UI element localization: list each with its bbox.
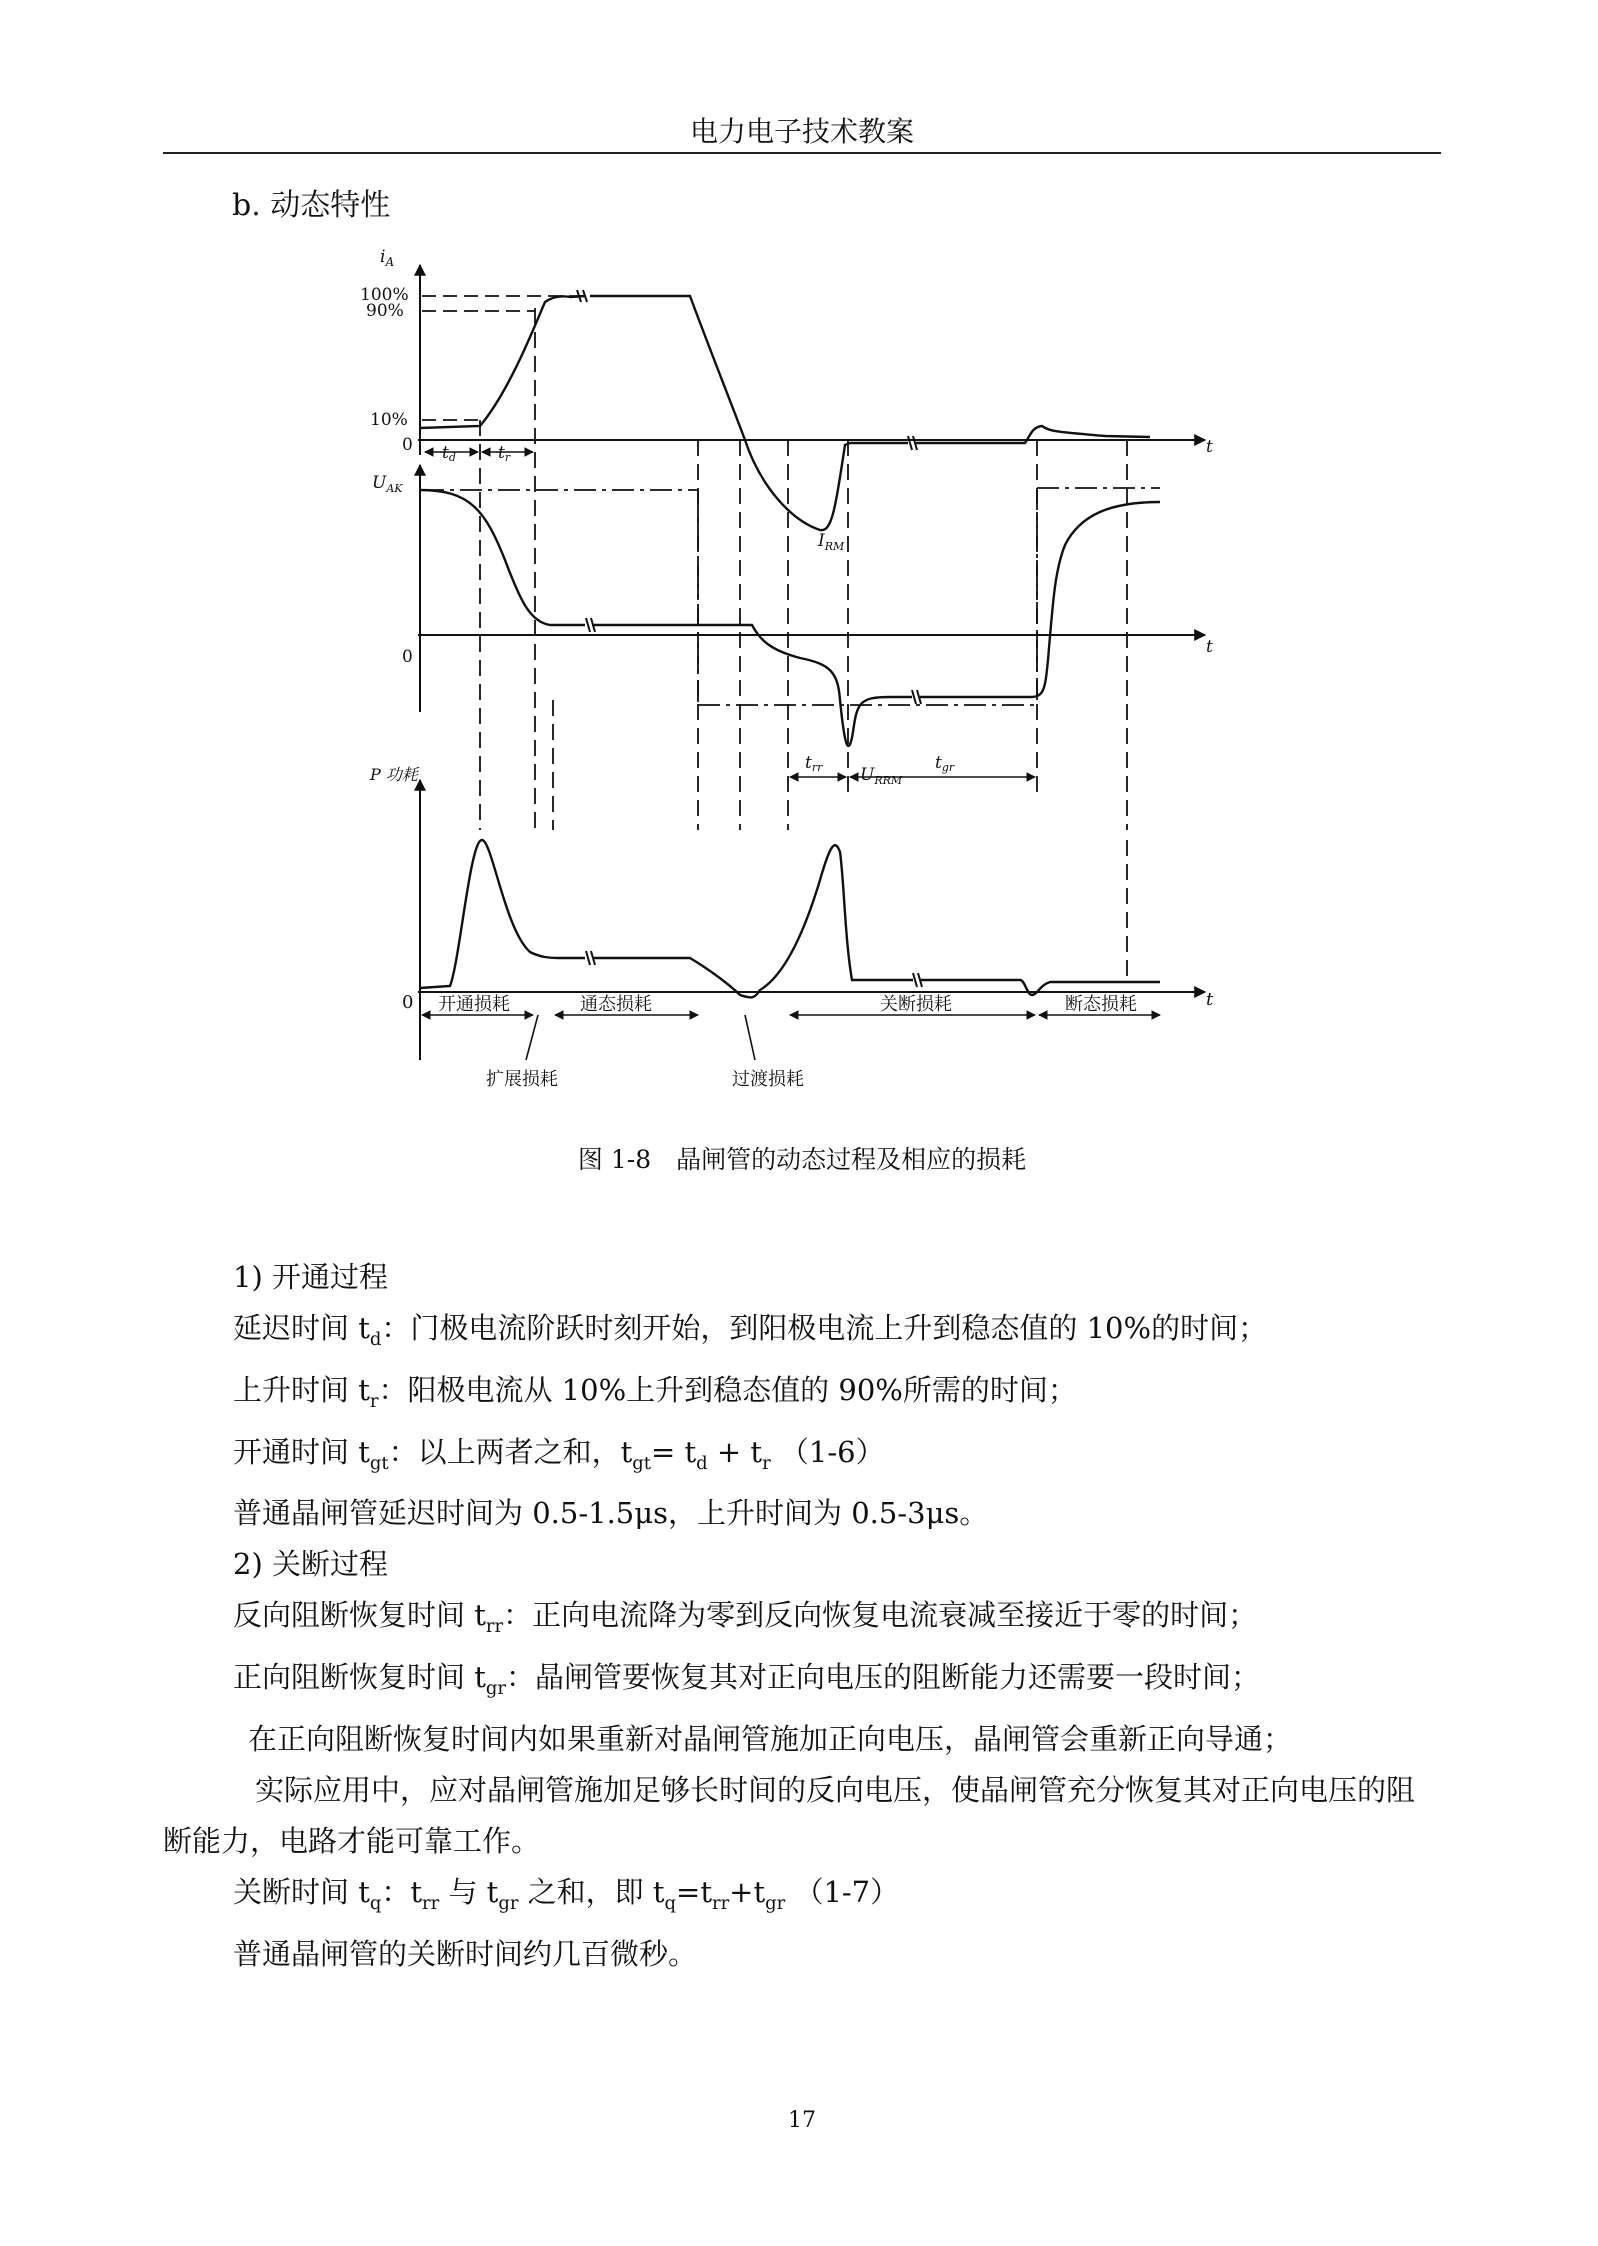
trr-label: trr [805,753,823,774]
page-number: 17 [788,2108,816,2133]
urrm-label: $U_{RRM}$ [860,765,903,787]
practical-application-paragraph: 实际应用中，应对晶闸管施加足够长时间的反向电压，使晶闸管充分恢复其对正向电压的阻断能力，电路才能可靠工作。 [163,1772,1416,1858]
ia-label: $i_A$ [380,247,395,269]
zero-label-3: 0 [402,992,414,1013]
turn-on-time-line: 开通时间 $t_{gt}$：以上两者之和，$t_{gt}= t_d + t_r$ （1-6） [233,1434,885,1474]
ia-axis-break-mark [908,436,917,450]
turn-on-heading: 1) 开通过程 [233,1260,388,1294]
page-header-title: 电力电子技术教案 [689,115,914,148]
transition-loss-leader [745,1015,755,1060]
pct90-label: 90% [366,301,404,321]
section-title: b. 动态特性 [232,188,391,223]
power-break-mark-1 [586,951,595,965]
off-state-loss-label: 断态损耗 [1065,994,1137,1015]
turn-off-loss-label: 关断损耗 [880,994,952,1015]
power-break-mark-2 [913,973,922,987]
turn-off-time-line: 关断时间 $t_q$：$t_{rr}$ 与 $t_{gr}$ 之和，即 $t_q=t_{rr}+t_{gr}$ （1-7） [233,1874,900,1914]
p-loss-label: P 功耗 [370,765,418,784]
ia-waveform [420,296,1150,530]
reapply-voltage-line: 在正向阻断恢复时间内如果重新对晶闸管施加正向电压，晶闸管会重新正向导通； [248,1721,1293,1756]
power-waveform [420,840,1160,997]
t-label-3: t [1206,989,1214,1010]
pct100-label: 100% [360,285,409,305]
reverse-recovery-line: 反向阻断恢复时间 $t_{rr}$：正向电流降为零到反向恢复电流衰减至接近于零的时间； [233,1598,1258,1638]
t-label-1: t [1206,437,1213,457]
thyristor-dynamic-figure [360,240,1260,1120]
voltage-panel [418,465,1205,777]
power-panel [418,780,1205,1060]
uak-waveform [420,490,1160,746]
header-rule [163,152,1441,154]
uak-break-mark-2 [912,690,921,704]
power-panel-labels [369,765,1214,1090]
spread-loss-label: 扩展损耗 [486,1069,558,1090]
pct10-label: 10% [370,410,408,430]
forward-recovery-line: 正向阻断恢复时间 $t_{gr}$：晶闸管要恢复其对正向电压的阻断能力还需要一段时间； [233,1660,1260,1699]
uak-label: $U_{AK}$ [372,473,403,495]
figure-caption: 图 1-8 晶闸管的动态过程及相应的损耗 [577,1145,1027,1174]
zero-label-1: 0 [402,435,413,455]
delay-time-line: 延迟时间 $t_d$：门极电流阶跃时刻开始，到阳极电流上升到稳态值的 10%的时间； [233,1311,1268,1350]
zero-label-2: 0 [402,647,413,667]
tr-label: tr [498,443,511,464]
rise-time-line: 上升时间 $t_r$：阳极电流从 10%上升到稳态值的 90%所需的时间； [233,1372,1077,1412]
normal-turn-off-line: 普通晶闸管的关断时间约几百微秒。 [233,1936,698,1971]
irm-label: $I_{RM}$ [818,531,845,553]
t-label-2: t [1206,637,1213,657]
td-label: td [442,443,456,464]
turn-on-loss-label: 开通损耗 [438,994,510,1015]
uak-break-mark-1 [586,618,595,632]
tgr-label: tgr [935,753,955,774]
on-state-loss-label: 通态损耗 [580,994,652,1015]
spread-loss-leader [526,1015,538,1060]
waveform-diagram [360,240,1260,1120]
turn-off-heading: 2) 关断过程 [233,1547,388,1582]
current-panel [418,265,1205,830]
normal-turn-on-line: 普通晶闸管延迟时间为 0.5-1.5μs，上升时间为 0.5-3μs。 [233,1496,989,1531]
transition-loss-label: 过渡损耗 [732,1069,804,1090]
body-text [163,1252,1441,1980]
